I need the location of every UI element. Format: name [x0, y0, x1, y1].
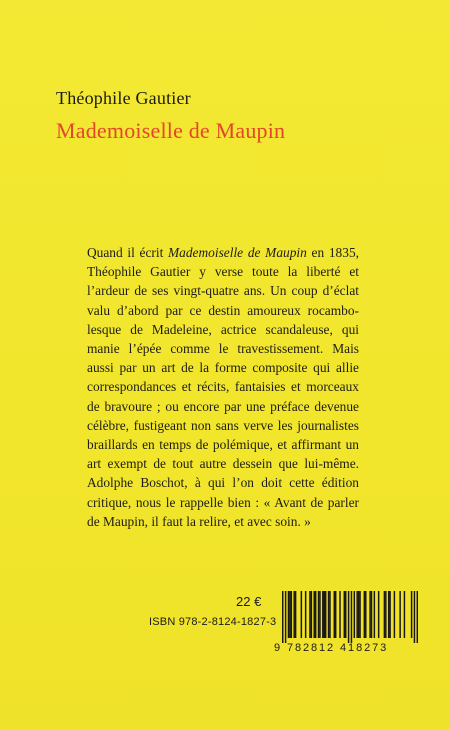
blurb-text: de Maupin, il faut la relire, et avec soin. »: [87, 513, 311, 529]
barcode-bar: [311, 591, 312, 638]
book-title: Mademoiselle de Maupin: [56, 118, 286, 143]
barcode-bar: [288, 591, 289, 638]
barcode-bar: [339, 591, 340, 638]
barcode-bar: [322, 591, 323, 638]
barcode-bar: [324, 591, 325, 638]
blurb-line: [87, 416, 359, 435]
blurb-text: correspondances et récits, fantaisies et morceaux: [87, 379, 359, 395]
barcode-bar: [318, 591, 319, 638]
barcode-bar: [371, 591, 372, 638]
blurb-line: [87, 435, 359, 454]
blurb-text: Théophile Gautier y verse toute la liberté et: [87, 264, 359, 280]
barcode-bars: [282, 591, 418, 643]
barcode-bar: [305, 591, 306, 638]
isbn-label: ISBN 978-2-8124-1827-3: [149, 616, 277, 628]
barcode-bar: [365, 591, 366, 638]
barcode-bar: [282, 591, 283, 643]
barcode-bar: [378, 591, 379, 638]
barcode-bar: [369, 591, 370, 638]
barcode-bar: [319, 591, 320, 638]
blurb-text: aussi par un art de la forme composite qui allie: [87, 360, 359, 376]
barcode-bar: [291, 591, 292, 638]
blurb-line: [87, 301, 359, 320]
barcode-bar: [348, 591, 349, 643]
barcode-bar: [399, 591, 400, 638]
barcode-bar: [329, 591, 330, 638]
barcode-bar: [411, 591, 412, 638]
blurb-line: [87, 377, 359, 396]
blurb-line: [87, 397, 359, 416]
barcode-bar: [301, 591, 302, 638]
blurb-book-title-italic: Mademoiselle de Maupin: [168, 245, 307, 260]
barcode-bar: [293, 591, 294, 638]
blurb-text: braillards en temps de polémique, et affirmant un: [87, 437, 359, 453]
author-name: Théophile Gautier: [56, 88, 191, 108]
barcode-bar: [285, 591, 286, 643]
barcode-bar: [295, 591, 296, 638]
barcode-bar: [328, 591, 329, 638]
blurb-text: en 1835,: [306, 245, 359, 260]
barcode-bar: [335, 591, 336, 638]
blurb-text: art exempt de tout autre dessein que lui-même.: [87, 456, 359, 472]
blurb-line: [87, 320, 359, 339]
barcode-bar: [414, 591, 415, 643]
blurb-line: [87, 358, 359, 377]
barcode-digits: 9 782812 418273: [274, 642, 389, 654]
price-label: 22 €: [236, 594, 262, 609]
barcode-bar: [359, 591, 360, 638]
blurb-line: [87, 473, 359, 492]
back-cover-blurb: [87, 243, 359, 531]
barcode-bar: [345, 591, 346, 638]
barcode-bar: [358, 591, 359, 638]
barcode-bar: [334, 591, 335, 638]
blurb-text: de bravoure ; ou encore par une préface devenue: [87, 398, 359, 414]
barcode-bar: [389, 591, 390, 638]
blurb-text: lesque de Madeleine, actrice scandaleuse, qui: [87, 321, 359, 337]
barcode-bar: [356, 591, 357, 638]
blurb-text: Adolphe Boschot, à qui l’on doit cette édition: [87, 475, 359, 491]
barcode: [274, 591, 426, 655]
barcode-bar: [344, 591, 345, 638]
blurb-line: [87, 512, 359, 531]
blurb-line: [87, 262, 359, 281]
blurb-text: l’ardeur de ses vingt-quatre ans. Un coup d’éclat: [87, 283, 359, 299]
blurb-text: manie l’épée comme le travestissement. Mais: [87, 341, 359, 357]
barcode-bar: [325, 591, 326, 638]
barcode-bar: [388, 591, 389, 638]
blurb-line: [87, 493, 359, 512]
barcode-bar: [364, 591, 365, 638]
barcode-bar: [354, 591, 355, 638]
barcode-bar: [404, 591, 405, 638]
barcode-bar: [309, 591, 310, 638]
barcode-bar: [289, 591, 290, 638]
barcode-bar: [351, 591, 352, 643]
blurb-text: célèbre, fustigeant non sans verve les journalistes: [87, 417, 359, 433]
blurb-text: Quand il écrit: [87, 245, 169, 260]
barcode-bar: [385, 591, 386, 638]
barcode-bar: [313, 591, 314, 638]
blurb-line: [87, 454, 359, 473]
blurb-line: [87, 281, 359, 300]
barcode-bar: [384, 591, 385, 638]
barcode-bar: [394, 591, 395, 638]
barcode-bar: [374, 591, 375, 638]
blurb-line: [87, 339, 359, 358]
barcode-bar: [417, 591, 418, 643]
blurb-text: valu d’abord par ce destin amoureux rocambo-: [87, 302, 359, 318]
blurb-line: [87, 243, 359, 262]
barcode-bar: [315, 591, 316, 638]
blurb-text: critique, nous le rappelle bien : « Avant de parler: [87, 494, 359, 510]
